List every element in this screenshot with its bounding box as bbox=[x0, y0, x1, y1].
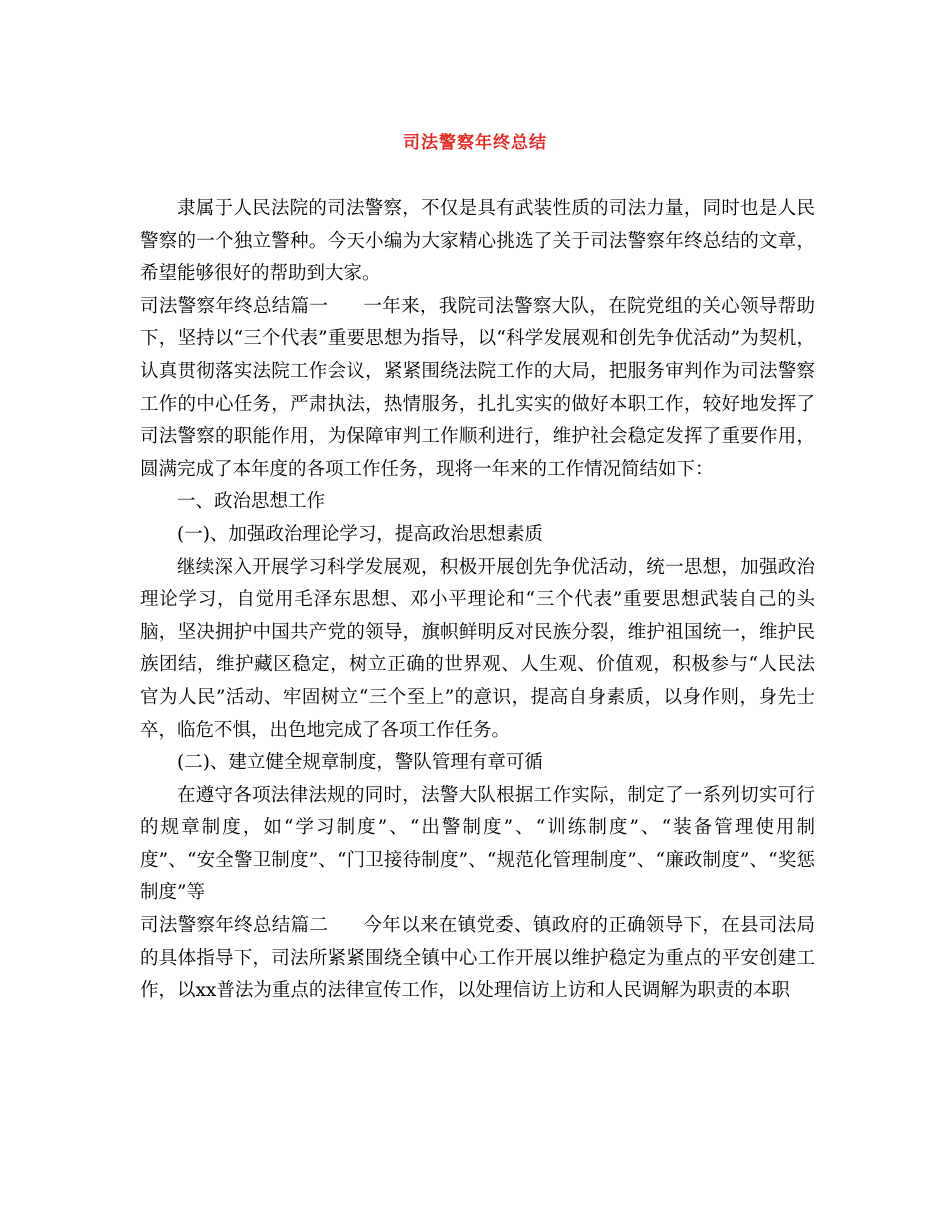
paragraph-section-two bbox=[140, 910, 815, 1008]
section-two-text: 今年以来在镇党委、镇政府的正确领导下，在县司法局的具体指导下，司法所紧紧围绕全镇中心工作开展以维护稳定为重点的平安创建工作，以xx普法为重点的法律宣传工作，以处理信访上访和人民调解为职责的本职 bbox=[140, 915, 815, 1002]
section-one-label: 司法警察年终总结篇一 bbox=[140, 295, 329, 317]
section-two-label: 司法警察年终总结篇二 bbox=[140, 915, 329, 937]
section-one-text: 一年来，我院司法警察大队，在院党组的关心领导帮助下，坚持以“三个代表”重要思想为指导，以“科学发展观和创先争优活动”为契机，认真贯彻落实法院工作会议，紧紧围绕法院工作的大局，把服务审判作为司法警察工作的中心任务，严肃执法，热情服务，扎扎实实的做好本职工作，较好地发挥了司法警察的职能作用，为保障审判工作顺利进行，维护社会稳定发挥了重要作用，圆满完成了本年度的各项工作任务，现将一年来的工作情况简结如下： bbox=[140, 295, 815, 480]
paragraph-theory-study: 继续深入开展学习科学发展观，积极开展创先争优活动，统一思想，加强政治理论学习，自觉用毛泽东思想、邓小平理论和“三个代表”重要思想武装自己的头脑，坚决拥护中国共产党的领导，旗帜鲜明反对民族分裂，维护祖国统一，维护民族团结，维护藏区稳定，树立正确的世界观、人生观、价值观，积极参与“人民法官为人民”活动、牢固树立“三个至上”的意识，提高自身素质，以身作则，身先士卒，临危不惧，出色地完成了各项工作任务。 bbox=[140, 556, 815, 741]
paragraph-intro: 隶属于人民法院的司法警察，不仅是具有武装性质的司法力量，同时也是人民警察的一个独立警种。今天小编为大家精心挑选了关于司法警察年终总结的文章，希望能够很好的帮助到大家。 bbox=[140, 198, 815, 285]
paragraph-regulations: 在遵守各项法律法规的同时，法警大队根据工作实际，制定了一系列切实可行的规章制度，如“学习制度”、“出警制度”、“训练制度”、“装备管理使用制度”、“安全警卫制度”、“门卫接待制度”、“规范化管理制度”、“廉政制度”、“奖惩制度”等 bbox=[140, 784, 815, 904]
document-title: 司法警察年终总结 bbox=[403, 133, 547, 153]
document-body bbox=[140, 193, 815, 1008]
heading-political-work: 一、政治思想工作 bbox=[177, 491, 326, 513]
subheading-theory-study: (一)、加强政治理论学习，提高政治思想素质 bbox=[177, 523, 543, 545]
subheading-regulations: (二)、建立健全规章制度，警队管理有章可循 bbox=[177, 752, 543, 774]
paragraph-section-one bbox=[140, 291, 815, 487]
